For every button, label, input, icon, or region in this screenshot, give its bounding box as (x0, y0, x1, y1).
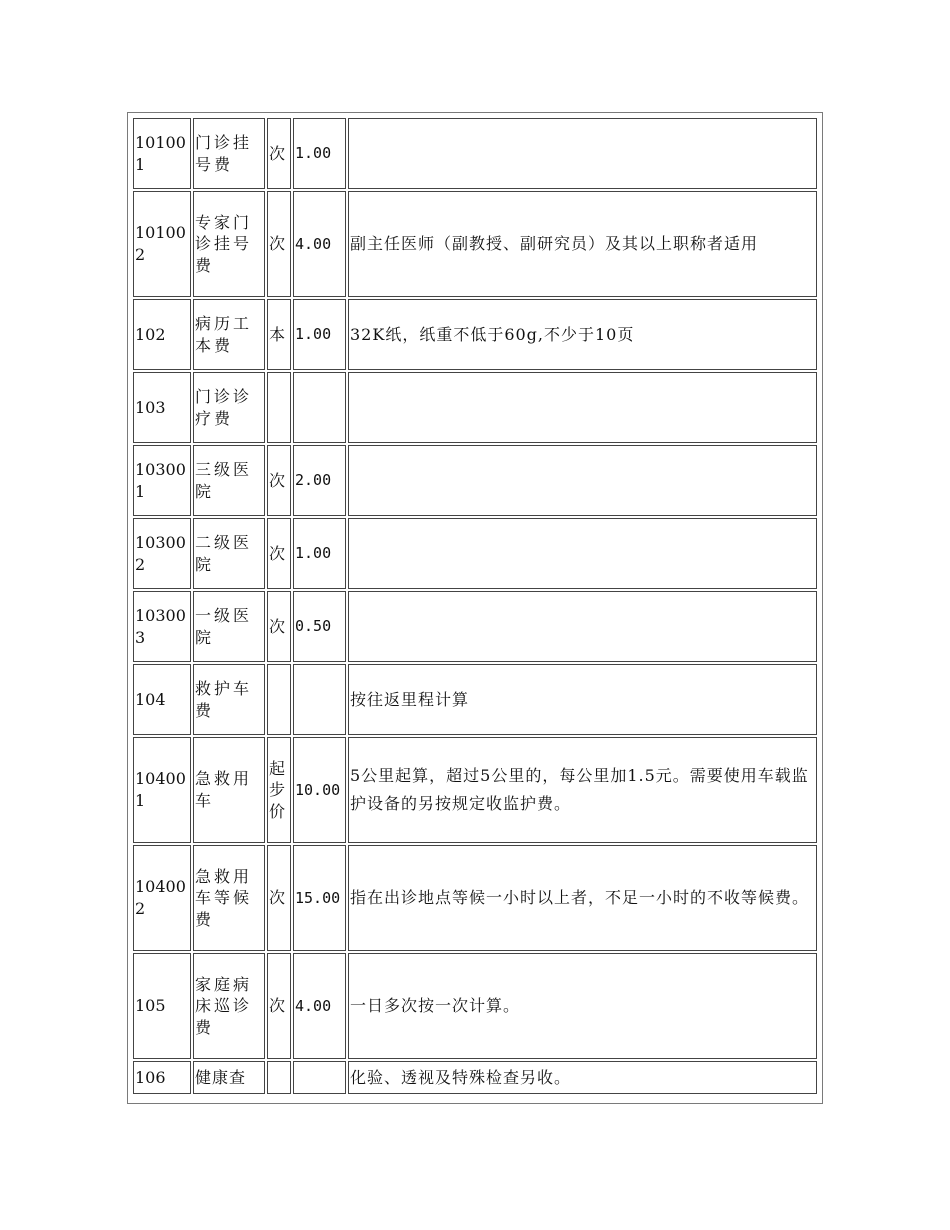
item-note (348, 118, 817, 189)
item-name: 门诊诊疗费 (193, 372, 265, 443)
item-price (293, 1061, 346, 1094)
item-code: 106 (133, 1061, 191, 1094)
item-note (348, 518, 817, 589)
item-name: 急救用车 (193, 737, 265, 843)
item-name: 专家门诊挂号费 (193, 191, 265, 297)
item-price (293, 372, 346, 443)
item-note: 副主任医师（副教授、副研究员）及其以上职称者适用 (348, 191, 817, 297)
item-price: 1.00 (293, 299, 346, 370)
item-note: 指在出诊地点等候一小时以上者，不足一小时的不收等候费。 (348, 845, 817, 951)
item-code: 104 (133, 664, 191, 735)
item-name: 三级医院 (193, 445, 265, 516)
item-unit (267, 664, 291, 735)
item-unit (267, 372, 291, 443)
item-code: 104002 (133, 845, 191, 951)
item-code: 101002 (133, 191, 191, 297)
item-name: 家庭病床巡诊费 (193, 953, 265, 1059)
item-name: 二级医院 (193, 518, 265, 589)
table-row (133, 845, 817, 951)
item-note: 化验、透视及特殊检查另收。 (348, 1061, 817, 1094)
item-unit: 次 (267, 191, 291, 297)
item-name: 救护车费 (193, 664, 265, 735)
item-note: 一日多次按一次计算。 (348, 953, 817, 1059)
item-note: 按往返里程计算 (348, 664, 817, 735)
item-note: 5公里起算，超过5公里的，每公里加1.5元。需要使用车载监护设备的另按规定收监护费。 (348, 737, 817, 843)
item-unit: 次 (267, 518, 291, 589)
fee-table-frame (127, 112, 823, 1104)
item-price: 10.00 (293, 737, 346, 843)
item-name: 健康查 (193, 1061, 265, 1094)
item-note (348, 591, 817, 662)
item-price (293, 664, 346, 735)
item-name: 门诊挂号费 (193, 118, 265, 189)
item-code: 103003 (133, 591, 191, 662)
item-unit: 次 (267, 445, 291, 516)
item-unit: 次 (267, 953, 291, 1059)
item-unit: 次 (267, 118, 291, 189)
item-price: 1.00 (293, 118, 346, 189)
item-code: 103001 (133, 445, 191, 516)
item-price: 4.00 (293, 953, 346, 1059)
fee-table (131, 116, 819, 1096)
table-row (133, 591, 817, 662)
item-unit: 本 (267, 299, 291, 370)
item-note: 32K纸，纸重不低于60g,不少于10页 (348, 299, 817, 370)
item-price: 2.00 (293, 445, 346, 516)
item-code: 102 (133, 299, 191, 370)
item-name: 一级医院 (193, 591, 265, 662)
item-note (348, 445, 817, 516)
item-unit: 次 (267, 591, 291, 662)
table-row (133, 518, 817, 589)
table-row (133, 299, 817, 370)
table-row (133, 191, 817, 297)
table-row (133, 664, 817, 735)
item-code: 103002 (133, 518, 191, 589)
table-row (133, 737, 817, 843)
item-code: 101001 (133, 118, 191, 189)
item-note (348, 372, 817, 443)
item-price: 15.00 (293, 845, 346, 951)
table-row (133, 445, 817, 516)
item-name: 病历工本费 (193, 299, 265, 370)
item-code: 105 (133, 953, 191, 1059)
item-price: 0.50 (293, 591, 346, 662)
item-price: 1.00 (293, 518, 346, 589)
item-unit (267, 1061, 291, 1094)
table-row (133, 372, 817, 443)
item-name: 急救用车等候费 (193, 845, 265, 951)
table-row (133, 118, 817, 189)
table-row (133, 953, 817, 1059)
item-price: 4.00 (293, 191, 346, 297)
item-unit: 起步价 (267, 737, 291, 843)
item-code: 104001 (133, 737, 191, 843)
item-unit: 次 (267, 845, 291, 951)
item-code: 103 (133, 372, 191, 443)
table-row (133, 1061, 817, 1094)
